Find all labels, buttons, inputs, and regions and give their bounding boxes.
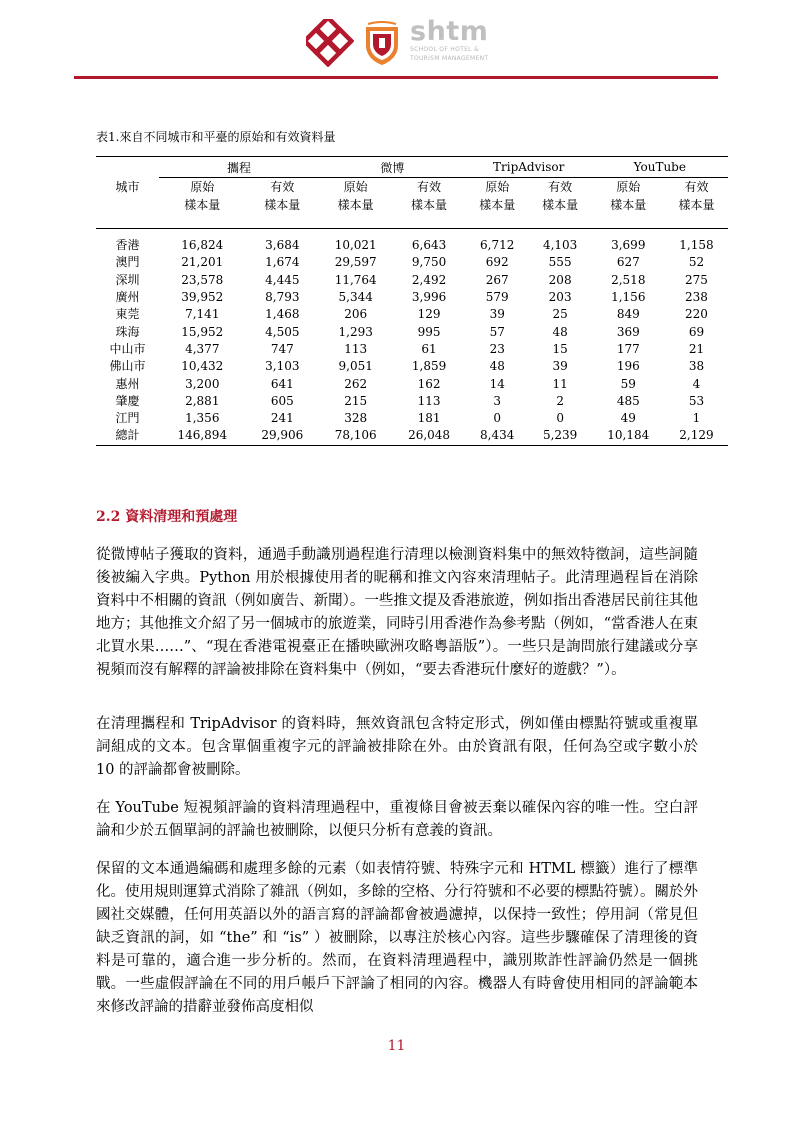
table-cell: 579 [485, 290, 509, 305]
table-cell: 206 [344, 307, 368, 322]
table-cell: 57 [489, 324, 505, 339]
group-header-ctrip: 攜程 [159, 157, 319, 178]
table-cell: 10,432 [181, 359, 224, 374]
table-cell: 627 [616, 255, 640, 270]
table-cell-city: 惠州 [115, 376, 140, 391]
table-cell: 4,377 [185, 341, 220, 356]
table-cell: 220 [685, 307, 708, 322]
table-row [96, 427, 728, 445]
table-cell: 4,103 [542, 238, 578, 253]
table-row [96, 306, 728, 323]
paragraph: 保留的文本通過編碼和處理多餘的元素（如表情符號、特殊字元和 HTML 標籤）進行了標準化。使用規則運算式消除了雜訊（例如，多餘的空格、分行符號和不必要的標點符號）。關於外國社交媒體，任何用英語以外的語言寫的評論都會被過濾掉，以保持一致性；停用詞（常見但缺乏資訊的詞，如 “the” 和 “is” ）被刪除，以專注於核心內容。這些步驟確保了清理後的資料是可靠的，適合進一步分析的。然而，在資料清理過程中，識別欺詐性評論仍然是一個挑戰。一些虛假評論在不同的用戶帳戶下評論了相同的內容。機器人有時會使用相同的評論範本來修改評論的措辭並發佈高度相似 [96, 861, 698, 1015]
table-cell: 196 [616, 359, 640, 374]
header-rule [74, 76, 718, 79]
table-cell-city: 江門 [115, 411, 140, 426]
table-cell: 177 [616, 341, 640, 356]
table-cell: 2,492 [411, 272, 447, 287]
table-cell: 48 [552, 324, 568, 339]
table-cell-city: 肇慶 [115, 393, 140, 408]
table-cell: 0 [493, 411, 502, 426]
table-cell: 203 [548, 290, 572, 305]
table-cell: 29,597 [334, 255, 377, 270]
data-table [96, 156, 728, 446]
table-row [96, 375, 728, 392]
subheader-line1: 有效 [417, 180, 442, 194]
subheader-line2: 樣本量 [466, 196, 529, 229]
shtm-shield-logo [362, 21, 402, 67]
table-cell: 39,952 [181, 290, 224, 305]
table-cell: 241 [270, 411, 294, 426]
table-cell: 48 [489, 359, 505, 374]
paragraph: 在 YouTube 短視頻評論的資料清理過程中，重複條目會被丟棄以確保內容的唯一性。空白評論和少於五個單詞的評論也被刪除，以便只分析有意義的資訊。 [96, 800, 698, 839]
table-cell: 9,750 [411, 255, 447, 270]
table-row [96, 237, 728, 254]
paragraph: 在清理攜程和 TripAdvisor 的資料時，無效資訊包含特定形式，例如僅由標點符號或重複單詞組成的文本。包含單個重複字元的評論被排除在外。由於資訊有限，任何為空或字數小於 10 的評論都會被刪除。 [96, 716, 698, 778]
subheader-line1: 有效 [270, 180, 295, 194]
table-cell: 69 [688, 324, 705, 339]
table-cell: 215 [344, 393, 368, 408]
table-cell: 113 [417, 393, 441, 408]
table-cell: 3,200 [185, 376, 220, 391]
table-cell: 3,996 [411, 290, 447, 305]
subheader-blank [96, 196, 159, 229]
table-cell: 267 [485, 272, 509, 287]
table-cell: 11,764 [334, 272, 377, 287]
group-header-youtube: YouTube [592, 157, 728, 178]
table-cell: 6,712 [480, 238, 515, 253]
table-cell: 23,578 [181, 272, 224, 287]
subheader-line2: 樣本量 [319, 196, 392, 229]
table-cell: 2,881 [185, 393, 220, 408]
table-cell: 5,239 [529, 427, 592, 445]
table-cell: 8,434 [466, 427, 529, 445]
table-cell: 4,445 [265, 272, 300, 287]
table-cell: 146,894 [159, 427, 246, 445]
subheader-line1: 有效 [684, 180, 709, 194]
table-cell: 3,103 [265, 359, 300, 374]
table-cell: 208 [548, 272, 572, 287]
table-cell: 23 [489, 341, 505, 356]
table-cell: 38 [688, 359, 705, 374]
table-cell: 3,684 [265, 238, 300, 253]
subheader-line1: 有效 [548, 180, 573, 194]
city-header: 城市 [115, 179, 140, 194]
table-cell: 10,021 [334, 238, 377, 253]
table-cell: 2,129 [665, 427, 728, 445]
page-header [0, 0, 793, 80]
table-cell: 10,184 [592, 427, 665, 445]
subheader-line2: 樣本量 [159, 196, 246, 229]
subheader-line1: 原始 [485, 180, 510, 194]
polyu-knot-logo [306, 19, 354, 67]
table-cell: 1,293 [338, 324, 373, 339]
table-cell: 262 [344, 376, 368, 391]
subheader-line1: 原始 [616, 180, 641, 194]
table-cell: 6,643 [411, 238, 447, 253]
table-cell: 275 [685, 272, 708, 287]
table-row [96, 272, 728, 289]
table-cell-city: 東莞 [115, 307, 140, 322]
table-subheader-row [96, 178, 728, 197]
table-cell: 3,699 [611, 238, 646, 253]
table-row [96, 254, 728, 271]
table-cell: 15,952 [181, 324, 224, 339]
subheader-line1: 原始 [190, 180, 215, 194]
table-cell: 52 [688, 255, 705, 270]
table-cell: 605 [270, 393, 294, 408]
table-cell: 328 [344, 411, 368, 426]
table-cell: 1 [692, 411, 701, 426]
table-cell: 14 [489, 376, 505, 391]
table-cell: 7,141 [185, 307, 220, 322]
table-cell: 0 [556, 411, 564, 426]
table-cell: 181 [417, 411, 441, 426]
table-cell: 3 [493, 393, 502, 408]
table-cell-city: 香港 [115, 238, 140, 253]
table-cell: 16,824 [181, 238, 224, 253]
table-cell: 4,505 [265, 324, 300, 339]
table-cell: 2 [556, 393, 564, 408]
table-cell: 29,906 [246, 427, 319, 445]
table-cell: 15 [552, 341, 568, 356]
table-cell-city: 珠海 [115, 324, 140, 339]
table-cell: 1,156 [611, 290, 646, 305]
table-cell: 25 [552, 307, 568, 322]
table-cell: 26,048 [392, 427, 465, 445]
table-cell: 1,468 [265, 307, 300, 322]
table-cell: 369 [616, 324, 640, 339]
brand [410, 18, 488, 63]
table-cell: 21,201 [181, 255, 224, 270]
table-cell: 692 [485, 255, 509, 270]
table-group-header-row [96, 157, 728, 178]
table-cell-city: 深圳 [115, 272, 140, 287]
table-cell: 2,518 [611, 272, 646, 287]
table-row [96, 410, 728, 427]
table-cell: 113 [344, 341, 368, 356]
table-cell: 747 [270, 341, 294, 356]
table-cell-city: 總計 [96, 427, 159, 445]
table-row [96, 289, 728, 306]
table-subheader-row-2 [96, 196, 728, 229]
subheader-line1: 原始 [343, 180, 368, 194]
table-cell: 5,344 [338, 290, 373, 305]
subheader-line2: 樣本量 [665, 196, 728, 229]
table-cell: 59 [620, 376, 636, 391]
table-cell: 21 [688, 341, 705, 356]
brand-subtitle-line-2: TOURISM MANAGEMENT [410, 55, 489, 62]
table-cell: 9,051 [338, 359, 373, 374]
table-cell-city: 廣州 [115, 290, 140, 305]
table-row [96, 393, 728, 410]
group-header-blank [96, 157, 159, 178]
table-row [96, 341, 728, 358]
page-number: 11 [387, 1038, 406, 1054]
subheader-line2: 樣本量 [392, 196, 465, 229]
group-header-weibo: 微博 [319, 157, 466, 178]
table-cell: 61 [421, 341, 437, 356]
subheader-line2: 樣本量 [592, 196, 665, 229]
table-cell-city: 佛山市 [109, 359, 146, 374]
table-cell: 555 [548, 255, 572, 270]
brand-subtitle-line-1: SCHOOL OF HOTEL & [410, 46, 480, 53]
table-cell: 162 [417, 376, 441, 391]
table-cell-city: 中山市 [109, 341, 146, 356]
subheader-line2: 樣本量 [246, 196, 319, 229]
table-cell: 11 [552, 376, 568, 391]
table-cell: 39 [552, 359, 568, 374]
table-cell: 1,356 [185, 411, 220, 426]
table-cell: 849 [616, 307, 640, 322]
table-cell: 4 [692, 376, 701, 391]
table-cell: 485 [616, 393, 640, 408]
section-heading: 2.2 資料清理和預處理 [96, 509, 238, 525]
table-row [96, 358, 728, 375]
table-cell: 1,158 [679, 238, 714, 253]
table-cell: 49 [620, 411, 636, 426]
table-body [96, 237, 728, 445]
table-cell-city: 澳門 [115, 255, 140, 270]
table-caption: 表1.來自不同城市和平臺的原始和有效資料量 [96, 130, 336, 144]
paragraph: 從微博帖子獲取的資料，通過手動識別過程進行清理以檢測資料集中的無效特徵詞，這些詞隨後被編入字典。Python 用於根據使用者的昵稱和推文內容來清理帖子。此清理過程旨在消除資料中不相關的資訊（例如廣告、新聞）。一些推文提及香港旅遊，例如指出香港居民前往其他地方；其他推文介紹了另一個城市的旅遊業，同時引用香港作為參考點（例如，“當香港人在東北買水果……”、“現在香港電視臺正在播映歐洲攻略粵語版”）。一些只是詢問旅行建議或分享視頻而沒有解釋的評論被排除在資料集中（例如，“要去香港玩什麼好的遊戲？”）。 [96, 547, 698, 678]
table-cell: 78,106 [319, 427, 392, 445]
subheader-line2: 樣本量 [529, 196, 592, 229]
table-cell: 53 [688, 393, 705, 408]
table-cell: 1,859 [411, 359, 447, 374]
table-row [96, 323, 728, 340]
table-cell: 238 [685, 290, 708, 305]
table-cell: 39 [489, 307, 505, 322]
table-cell: 995 [417, 324, 441, 339]
brand-name: shtm [410, 16, 489, 47]
table-cell: 641 [270, 376, 294, 391]
group-header-tripadvisor: TripAdvisor [466, 157, 592, 178]
table-cell: 1,674 [265, 255, 300, 270]
table-cell: 129 [417, 307, 441, 322]
table-cell: 8,793 [265, 290, 300, 305]
